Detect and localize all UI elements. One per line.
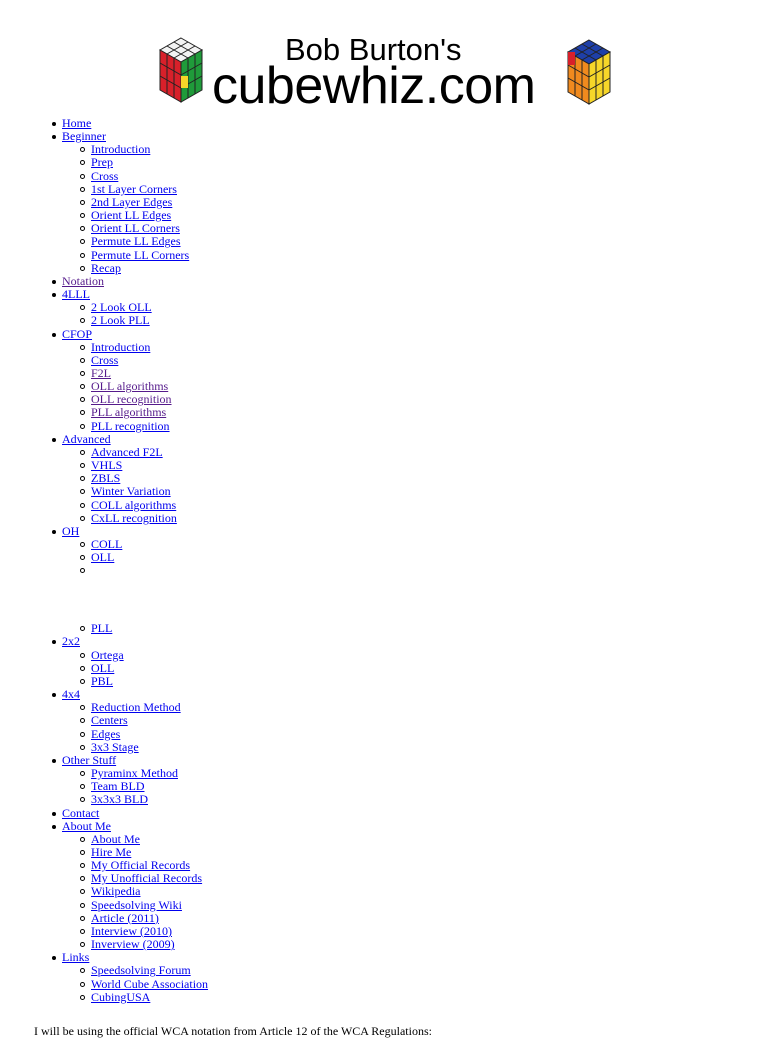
submenu-link[interactable]: Speedsolving Forum: [91, 963, 191, 978]
submenu-cfop: [62, 341, 768, 433]
submenu-item: [91, 767, 768, 780]
submenu-item: [91, 701, 768, 714]
submenu-link[interactable]: ZBLS: [91, 471, 121, 486]
nav-link-cfop[interactable]: CFOP: [62, 326, 93, 341]
submenu-link[interactable]: Speedsolving Wiki: [91, 897, 182, 912]
submenu-link[interactable]: Permute LL Corners: [91, 247, 190, 262]
submenu-link[interactable]: Advanced F2L: [91, 444, 163, 459]
submenu-item: [91, 885, 768, 898]
intro-paragraph: I will be using the official WCA notation from Article 12 of the WCA Regulations:: [34, 1024, 432, 1038]
submenu-link[interactable]: Cross: [91, 352, 119, 367]
submenu-item: [91, 551, 768, 564]
submenu-item: [91, 341, 768, 354]
submenu-link[interactable]: Cross: [91, 168, 119, 183]
submenu-item: [91, 393, 768, 406]
submenu-link[interactable]: 2 Look OLL: [91, 300, 152, 315]
submenu-item: [91, 249, 768, 262]
submenu-item: [91, 925, 768, 938]
nav-link-contact[interactable]: Contact: [62, 805, 100, 820]
submenu-link[interactable]: Interview (2010): [91, 923, 172, 938]
submenu-link[interactable]: Orient LL Edges: [91, 208, 172, 223]
submenu-item: [91, 367, 768, 380]
submenu-link[interactable]: 1st Layer Corners: [91, 181, 177, 196]
rubiks-cube-logo-right: [566, 38, 612, 108]
submenu-link[interactable]: 2 Look PLL: [91, 313, 150, 328]
submenu-item: [91, 472, 768, 485]
submenu-item: [91, 675, 768, 688]
nav-link-4lll[interactable]: 4LLL: [62, 287, 90, 302]
submenu-item: [91, 262, 768, 275]
submenu-item: [91, 622, 768, 635]
nav-item-beginner: [62, 130, 768, 275]
submenu-link[interactable]: Pyraminx Method: [91, 766, 178, 781]
nav-link-oh[interactable]: OH: [62, 523, 80, 538]
submenu-item: [91, 538, 768, 551]
submenu-link[interactable]: My Official Records: [91, 858, 191, 873]
submenu-link[interactable]: 2nd Layer Edges: [91, 194, 173, 209]
submenu-oh: [62, 538, 768, 635]
nav-item-contact: [62, 807, 768, 820]
nav-item-advanced: [62, 433, 768, 525]
submenu-link[interactable]: Wikipedia: [91, 884, 141, 899]
nav-link-notation[interactable]: Notation: [62, 273, 104, 288]
submenu-link[interactable]: 3x3 Stage: [91, 739, 139, 754]
submenu-link[interactable]: OLL: [91, 660, 115, 675]
nav-item-home: [62, 117, 768, 130]
submenu-item: [91, 446, 768, 459]
submenu-item: [91, 499, 768, 512]
nav-item-other-stuff: [62, 754, 768, 807]
submenu-item: [91, 512, 768, 525]
submenu-link[interactable]: CxLL recognition: [91, 510, 177, 525]
submenu-item: [91, 662, 768, 675]
nav-item-4lll: [62, 288, 768, 327]
site-title-owner: Bob Burton's: [285, 32, 462, 67]
submenu-link[interactable]: Prep: [91, 155, 113, 170]
submenu-item: [91, 314, 768, 327]
submenu-item: [91, 978, 768, 991]
nav-link-beginner[interactable]: Beginner: [62, 129, 106, 144]
site-navigation: [0, 117, 768, 1004]
nav-link-4x4[interactable]: 4x4: [62, 687, 80, 702]
submenu-link[interactable]: COLL algorithms: [91, 497, 177, 512]
submenu-link[interactable]: OLL recognition: [91, 392, 172, 407]
submenu-item: [91, 196, 768, 209]
submenu-link[interactable]: Edges: [91, 726, 121, 741]
nav-link-advanced[interactable]: Advanced: [62, 431, 111, 446]
submenu-beginner: [62, 143, 768, 275]
submenu-link[interactable]: Winter Variation: [91, 484, 171, 499]
submenu-4lll: [62, 301, 768, 327]
submenu-about-me: [62, 833, 768, 951]
submenu-item: [91, 649, 768, 662]
submenu-links: [62, 964, 768, 1003]
nav-item-cfop: [62, 328, 768, 433]
submenu-item: [91, 459, 768, 472]
nav-item-4x4: [62, 688, 768, 754]
nav-link-2x2[interactable]: 2x2: [62, 634, 80, 649]
submenu-link[interactable]: PLL recognition: [91, 418, 170, 433]
submenu-link[interactable]: OLL algorithms: [91, 379, 169, 394]
submenu-item: [91, 846, 768, 859]
submenu-item: [91, 833, 768, 846]
submenu-item: [91, 912, 768, 925]
submenu-item: [91, 143, 768, 156]
submenu-item: [91, 420, 768, 433]
submenu-link[interactable]: Recap: [91, 260, 121, 275]
submenu-link[interactable]: Centers: [91, 713, 128, 728]
list-gap: [91, 564, 768, 622]
submenu-link[interactable]: Team BLD: [91, 779, 145, 794]
nav-item-links: [62, 951, 768, 1004]
nav-link-home[interactable]: Home: [62, 116, 92, 130]
submenu-item: [91, 183, 768, 196]
submenu-other-stuff: [62, 767, 768, 806]
submenu-advanced: [62, 446, 768, 525]
submenu-link[interactable]: F2L: [91, 365, 112, 380]
nav-item-oh: [62, 525, 768, 636]
nav-item-notation: [62, 275, 768, 288]
submenu-item: [91, 380, 768, 393]
submenu-link[interactable]: About Me: [91, 831, 140, 846]
submenu-item: [91, 406, 768, 419]
nav-item-about-me: [62, 820, 768, 952]
submenu-item: [91, 793, 768, 806]
submenu-2x2: [62, 649, 768, 688]
submenu-item: [91, 991, 768, 1004]
submenu-item: [91, 938, 768, 951]
submenu-item: [91, 872, 768, 885]
submenu-link[interactable]: COLL: [91, 537, 123, 551]
site-header: [0, 0, 768, 115]
submenu-link[interactable]: Permute LL Edges: [91, 234, 181, 249]
site-title[interactable]: cubewhiz.com: [212, 57, 536, 115]
submenu-item: [91, 728, 768, 741]
submenu-item: [91, 209, 768, 222]
rubiks-cube-logo-left: [158, 36, 204, 106]
submenu-link[interactable]: World Cube Association: [91, 976, 209, 991]
nav-item-2x2: [62, 635, 768, 688]
submenu-item: [91, 170, 768, 183]
submenu-item: [91, 222, 768, 235]
submenu-item: [91, 714, 768, 727]
submenu-4x4: [62, 701, 768, 754]
submenu-link[interactable]: OLL: [91, 550, 115, 565]
submenu-link[interactable]: Orient LL Corners: [91, 221, 180, 236]
submenu-link[interactable]: Inverview (2009): [91, 937, 175, 952]
submenu-link[interactable]: Introduction: [91, 142, 151, 157]
nav-link-other-stuff[interactable]: Other Stuff: [62, 752, 117, 767]
nav-link-about-me[interactable]: About Me: [62, 818, 111, 833]
submenu-item: [91, 485, 768, 498]
submenu-item: [91, 354, 768, 367]
submenu-item: [91, 899, 768, 912]
submenu-link[interactable]: My Unofficial Records: [91, 871, 203, 886]
submenu-link[interactable]: PLL algorithms: [91, 405, 167, 420]
submenu-link[interactable]: Introduction: [91, 339, 151, 354]
submenu-link[interactable]: Ortega: [91, 647, 124, 662]
submenu-link[interactable]: CubingUSA: [91, 989, 151, 1004]
submenu-item: [91, 741, 768, 754]
submenu-link[interactable]: Article (2011): [91, 910, 159, 925]
submenu-link[interactable]: VHLS: [91, 458, 123, 473]
submenu-link[interactable]: PBL: [91, 673, 114, 688]
submenu-item: [91, 235, 768, 248]
nav-menu: [0, 117, 768, 1004]
submenu-item: [91, 156, 768, 169]
submenu-item: [91, 301, 768, 314]
submenu-item: [91, 780, 768, 793]
submenu-link[interactable]: Reduction Method: [91, 700, 181, 715]
nav-link-links[interactable]: Links: [62, 950, 90, 965]
submenu-link[interactable]: Hire Me: [91, 844, 132, 859]
submenu-link[interactable]: 3x3x3 BLD: [91, 792, 148, 807]
submenu-link[interactable]: PLL: [91, 621, 113, 636]
